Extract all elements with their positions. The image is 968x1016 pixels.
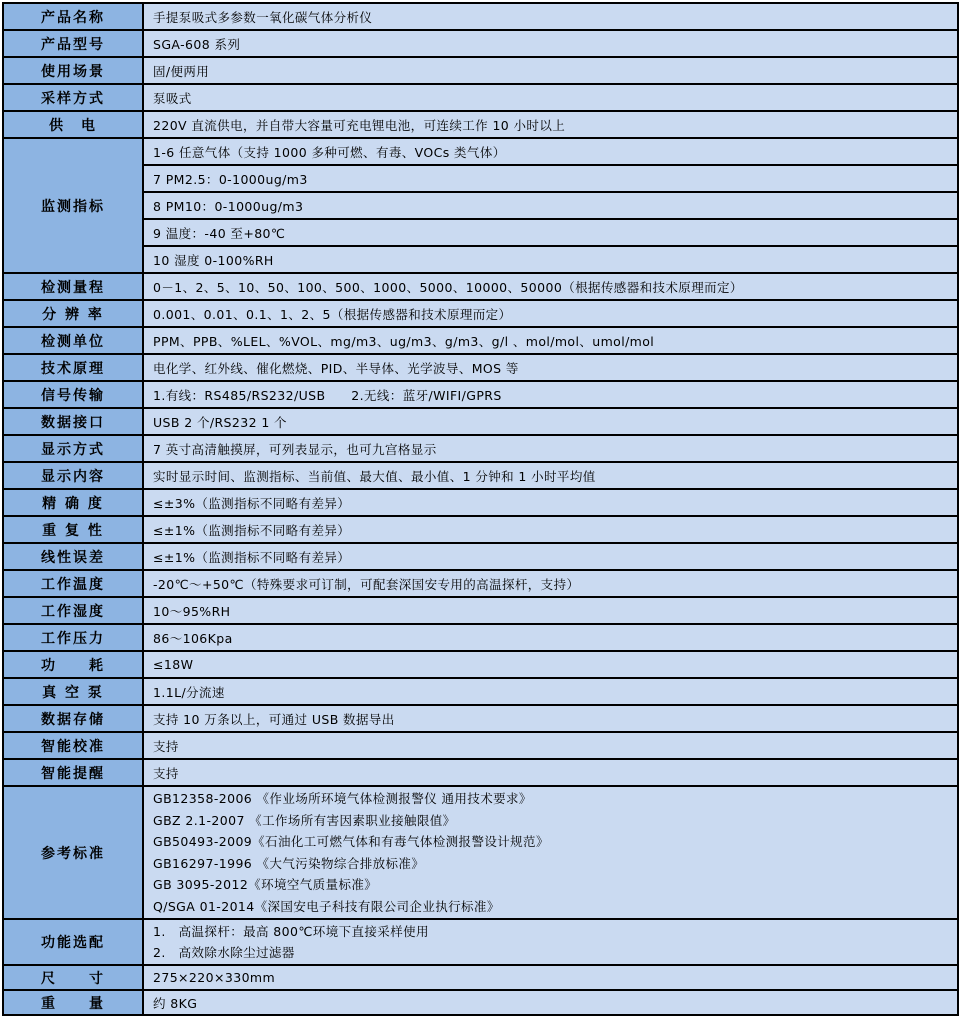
spec-value: ≤±1%（监测指标不同略有差异） xyxy=(143,543,958,570)
table-row xyxy=(3,705,958,732)
spec-label: 技术原理 xyxy=(3,354,143,381)
spec-label: 参考标准 xyxy=(3,786,143,919)
spec-label: 显示内容 xyxy=(3,462,143,489)
table-row xyxy=(3,57,958,84)
table-row xyxy=(3,327,958,354)
spec-value: 1-6 任意气体（支持 1000 多种可燃、有毒、VOCs 类气体） xyxy=(143,138,958,165)
spec-value: 电化学、红外线、催化燃烧、PID、半导体、光学波导、MOS 等 xyxy=(143,354,958,381)
spec-label: 使用场景 xyxy=(3,57,143,84)
spec-value: 275×220×330mm xyxy=(143,965,958,990)
spec-value: 支持 10 万条以上，可通过 USB 数据导出 xyxy=(143,705,958,732)
spec-label: 重 复 性 xyxy=(3,516,143,543)
spec-value-optional-features xyxy=(143,919,958,965)
standard-line: GB12358-2006 《作业场所环境气体检测报警仪 通用技术要求》 xyxy=(153,791,532,806)
spec-value: 0.001、0.01、0.1、1、2、5（根据传感器和技术原理而定） xyxy=(143,300,958,327)
spec-label: 工作温度 xyxy=(3,570,143,597)
spec-value: 9 温度：-40 至+80℃ xyxy=(143,219,958,246)
spec-value: PPM、PPB、%LEL、%VOL、mg/m3、ug/m3、g/m3、g/l 、mol/mol、umol/mol xyxy=(143,327,958,354)
spec-value: 支持 xyxy=(143,732,958,759)
spec-value: 10 湿度 0-100%RH xyxy=(143,246,958,273)
spec-label: 功 耗 xyxy=(3,651,143,678)
table-row xyxy=(3,381,958,408)
spec-label: 智能提醒 xyxy=(3,759,143,786)
spec-label: 供 电 xyxy=(3,111,143,138)
spec-label: 工作湿度 xyxy=(3,597,143,624)
spec-value: SGA-608 系列 xyxy=(143,30,958,57)
spec-label: 重 量 xyxy=(3,990,143,1015)
spec-label: 精 确 度 xyxy=(3,489,143,516)
table-row xyxy=(3,516,958,543)
spec-label: 采样方式 xyxy=(3,84,143,111)
table-row xyxy=(3,84,958,111)
spec-label: 监测指标 xyxy=(3,138,143,273)
table-row xyxy=(3,570,958,597)
table-row xyxy=(3,462,958,489)
option-line: 1. 高温探杆：最高 800℃环境下直接采样使用 xyxy=(153,924,429,939)
spec-label: 产品型号 xyxy=(3,30,143,57)
table-row xyxy=(3,965,958,990)
spec-value: 手提泵吸式多参数一氧化碳气体分析仪 xyxy=(143,3,958,30)
table-row xyxy=(3,759,958,786)
spec-label: 分 辨 率 xyxy=(3,300,143,327)
standard-line: Q/SGA 01-2014《深国安电子科技有限公司企业执行标准》 xyxy=(153,898,500,914)
spec-label: 显示方式 xyxy=(3,435,143,462)
spec-label: 数据接口 xyxy=(3,408,143,435)
table-row xyxy=(3,624,958,651)
spec-value: 0－1、2、5、10、50、100、500、1000、5000、10000、50000（根据传感器和技术原理而定） xyxy=(143,273,958,300)
table-row xyxy=(3,3,958,30)
spec-value: 约 8KG xyxy=(143,990,958,1015)
spec-value: USB 2 个/RS232 1 个 xyxy=(143,408,958,435)
spec-label: 产品名称 xyxy=(3,3,143,30)
table-row xyxy=(3,786,958,919)
standard-line: GB16297-1996 《大气污染物综合排放标准》 xyxy=(153,855,425,871)
table-row xyxy=(3,990,958,1015)
spec-value: ≤18W xyxy=(143,651,958,678)
standard-line: GBZ 2.1-2007 《工作场所有害因素职业接触限值》 xyxy=(153,812,456,828)
spec-value: 86～106Kpa xyxy=(143,624,958,651)
table-row xyxy=(3,408,958,435)
spec-value: 7 英寸高清触摸屏，可列表显示，也可九宫格显示 xyxy=(143,435,958,462)
spec-label: 尺 寸 xyxy=(3,965,143,990)
table-row xyxy=(3,165,958,192)
table-row xyxy=(3,111,958,138)
spec-label: 线性误差 xyxy=(3,543,143,570)
spec-value: 实时显示时间、监测指标、当前值、最大值、最小值、1 分钟和 1 小时平均值 xyxy=(143,462,958,489)
table-row xyxy=(3,489,958,516)
table-row xyxy=(3,543,958,570)
spec-label: 检测量程 xyxy=(3,273,143,300)
spec-value: 固/便两用 xyxy=(143,57,958,84)
spec-value: 支持 xyxy=(143,759,958,786)
product-spec-table xyxy=(2,2,959,1016)
table-row xyxy=(3,300,958,327)
spec-value: 220V 直流供电，并自带大容量可充电锂电池，可连续工作 10 小时以上 xyxy=(143,111,958,138)
option-line: 2. 高效除水除尘过滤器 xyxy=(153,945,295,960)
spec-value: 1.1L/分流速 xyxy=(143,678,958,705)
table-row xyxy=(3,192,958,219)
spec-value-reference-standards xyxy=(143,786,958,919)
table-row xyxy=(3,651,958,678)
table-row xyxy=(3,219,958,246)
table-row xyxy=(3,138,958,165)
spec-label: 数据存储 xyxy=(3,705,143,732)
table-row xyxy=(3,246,958,273)
table-row xyxy=(3,597,958,624)
spec-label: 检测单位 xyxy=(3,327,143,354)
table-row xyxy=(3,273,958,300)
spec-value: 7 PM2.5：0-1000ug/m3 xyxy=(143,165,958,192)
spec-label: 真 空 泵 xyxy=(3,678,143,705)
spec-value: -20℃～+50℃（特殊要求可订制，可配套深国安专用的高温探杆，支持） xyxy=(143,570,958,597)
spec-label: 功能选配 xyxy=(3,919,143,965)
table-row xyxy=(3,678,958,705)
table-row xyxy=(3,919,958,965)
spec-label: 智能校准 xyxy=(3,732,143,759)
spec-value: 泵吸式 xyxy=(143,84,958,111)
spec-label: 工作压力 xyxy=(3,624,143,651)
standard-line: GB 3095-2012《环境空气质量标准》 xyxy=(153,877,378,892)
standard-line: GB50493-2009《石油化工可燃气体和有毒气体检测报警设计规范》 xyxy=(153,834,549,849)
spec-value: ≤±1%（监测指标不同略有差异） xyxy=(143,516,958,543)
table-row xyxy=(3,435,958,462)
spec-value: 8 PM10：0-1000ug/m3 xyxy=(143,192,958,219)
table-row xyxy=(3,354,958,381)
spec-label: 信号传输 xyxy=(3,381,143,408)
spec-value: 10～95%RH xyxy=(143,597,958,624)
spec-value: 1.有线：RS485/RS232/USB 2.无线：蓝牙/WIFI/GPRS xyxy=(143,381,958,408)
spec-value: ≤±3%（监测指标不同略有差异） xyxy=(143,489,958,516)
table-row xyxy=(3,732,958,759)
table-row xyxy=(3,30,958,57)
